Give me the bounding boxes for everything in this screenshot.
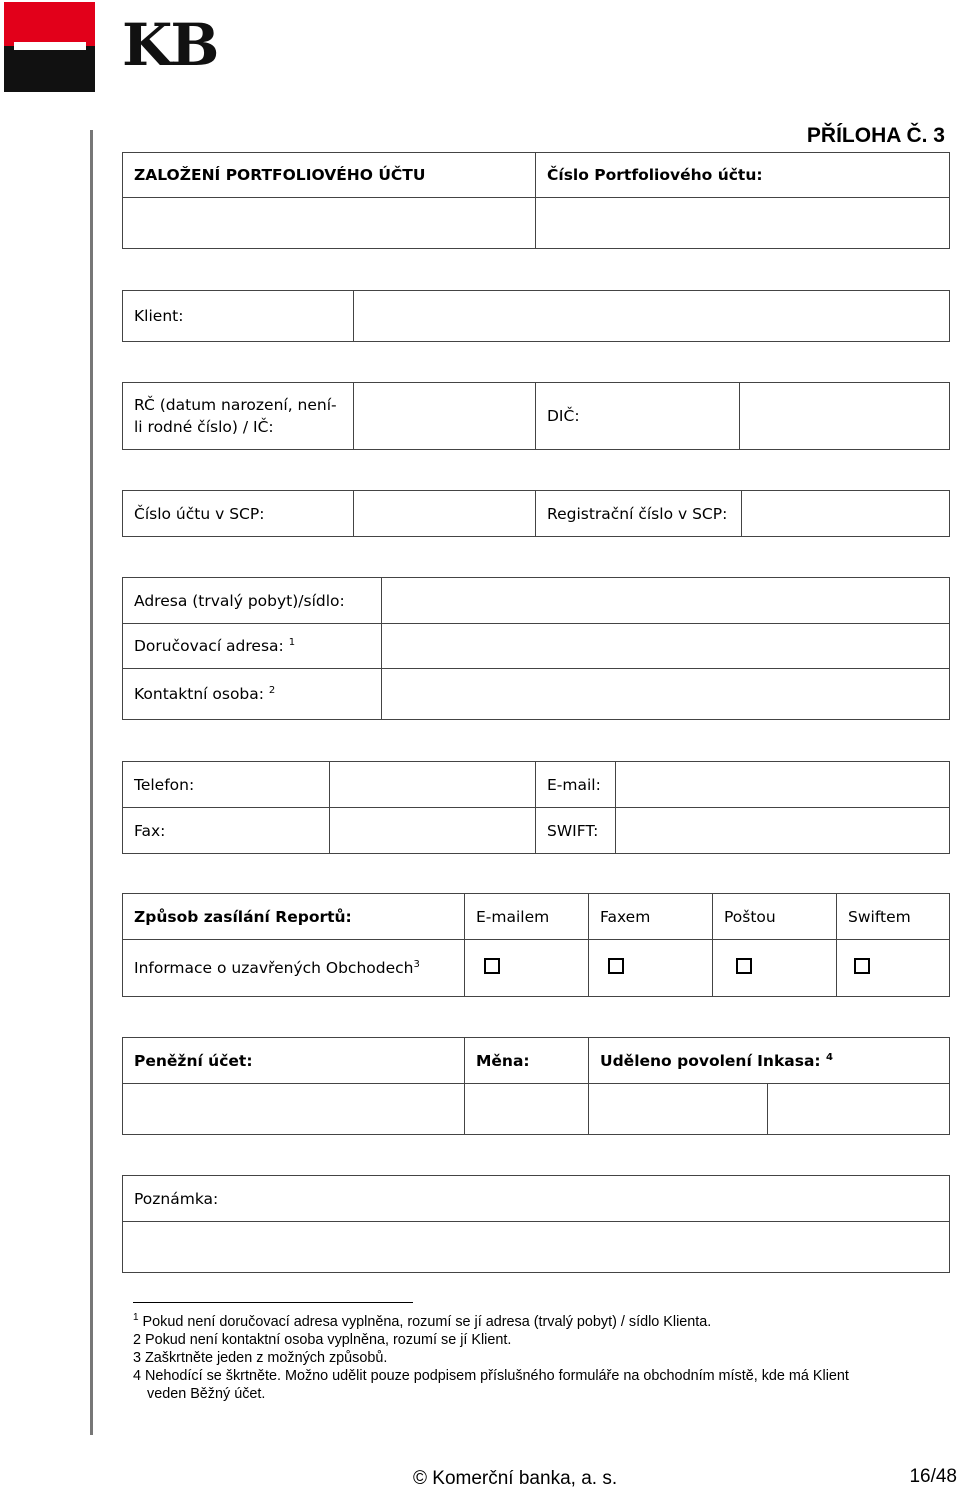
scp-account-field[interactable]: [354, 491, 536, 537]
scp-registration-field[interactable]: [742, 491, 950, 537]
phone-field[interactable]: [330, 762, 536, 808]
page-number: 16/48: [909, 1466, 957, 1487]
collection-label-text: Uděleno povolení Inkasa:: [600, 1051, 827, 1070]
report-method-post: Poštou: [713, 894, 837, 940]
email-checkbox-cell: [465, 940, 589, 997]
contact-person-label: [123, 669, 382, 720]
footnote-4-line2: veden Běžný účet.: [147, 1386, 266, 1402]
rc-label: [123, 383, 354, 450]
swift-checkbox-cell: [837, 940, 950, 997]
phone-label: Telefon:: [123, 762, 330, 808]
trades-info-label-text: Informace o uzavřených Obchodech: [134, 959, 414, 977]
footnote-1-text: Pokud není doručovací adresa vyplněna, rozumí se jí adresa (trvalý pobyt) / sídlo Klienta.: [138, 1314, 712, 1330]
email-field[interactable]: [616, 762, 950, 808]
delivery-address-label: [123, 624, 382, 669]
delivery-address-label-text: Doručovací adresa:: [134, 637, 289, 655]
kb-logo-mark: [4, 2, 95, 92]
collection-label: [589, 1038, 950, 1084]
collection-field-left[interactable]: [589, 1084, 768, 1135]
portfolio-number-label: Číslo Portfoliového účtu:: [536, 153, 950, 198]
note-field[interactable]: [123, 1222, 950, 1273]
kb-logo-text: KB: [122, 11, 218, 79]
client-field[interactable]: [354, 291, 950, 342]
rc-label-line2: li rodné číslo) / IČ:: [134, 418, 274, 436]
client-table: [122, 290, 950, 342]
currency-label: Měna:: [465, 1038, 589, 1084]
note-table: [122, 1175, 950, 1273]
note-label: Poznámka:: [123, 1176, 950, 1222]
fax-field[interactable]: [330, 808, 536, 854]
footnote-ref-1: 1: [288, 636, 296, 648]
footnote-ref-4: 4: [826, 1051, 833, 1063]
report-method-swift: Swiftem: [837, 894, 950, 940]
contact-person-label-text: Kontaktní osoba:: [134, 685, 269, 703]
footnotes: [133, 1313, 946, 1403]
address-label: Adresa (trvalý pobyt)/sídlo:: [123, 578, 382, 624]
money-account-table: [122, 1037, 950, 1135]
client-label: Klient:: [123, 291, 354, 342]
post-checkbox-cell: [713, 940, 837, 997]
portfolio-header-table: [122, 152, 950, 249]
fax-checkbox[interactable]: [608, 958, 624, 974]
swift-label: SWIFT:: [536, 808, 616, 854]
footnote-1: [133, 1313, 946, 1331]
post-checkbox[interactable]: [736, 958, 752, 974]
footnote-2: 2 Pokud není kontaktní osoba vyplněna, rozumí se jí Klient.: [133, 1332, 512, 1348]
id-table: [122, 382, 950, 450]
kb-logo-black-bar: [4, 46, 95, 92]
report-method-email: E-mailem: [465, 894, 589, 940]
scp-registration-label: Registrační číslo v SCP:: [536, 491, 742, 537]
footnote-separator: [133, 1302, 413, 1303]
left-margin-line: [90, 130, 93, 1435]
footnote-1-number: 1: [133, 1312, 139, 1324]
contact-person-field[interactable]: [382, 669, 950, 720]
rc-field[interactable]: [354, 383, 536, 450]
fax-label: Fax:: [123, 808, 330, 854]
email-checkbox[interactable]: [484, 958, 500, 974]
footnote-4-line1: 4 Nehodící se škrtněte. Možno udělit pouze podpisem příslušného formuláře na obchodním místě, kde má Klient: [133, 1368, 849, 1384]
dic-label: DIČ:: [536, 383, 740, 450]
address-table: [122, 577, 950, 720]
trades-info-label: [123, 940, 465, 997]
report-method-table: [122, 893, 950, 997]
report-method-label: Způsob zasílání Reportů:: [123, 894, 465, 940]
attachment-number: PŘÍLOHA Č. 3: [806, 124, 945, 147]
money-account-label: Peněžní účet:: [123, 1038, 465, 1084]
swift-field[interactable]: [616, 808, 950, 854]
footnote-ref-2: 2: [268, 684, 276, 696]
report-method-fax: Faxem: [589, 894, 713, 940]
swift-checkbox[interactable]: [854, 958, 870, 974]
form-title: ZALOŽENÍ PORTFOLIOVÉHO ÚČTU: [123, 153, 536, 198]
footnote-ref-3: 3: [413, 958, 420, 970]
rc-label-line1: RČ (datum narození, není-: [134, 396, 337, 414]
collection-field-right[interactable]: [768, 1084, 950, 1135]
form-title-value-field[interactable]: [123, 198, 536, 249]
footer-company: © Komerční banka, a. s.: [413, 1468, 618, 1489]
delivery-address-field[interactable]: [382, 624, 950, 669]
contact-table: [122, 761, 950, 854]
currency-field[interactable]: [465, 1084, 589, 1135]
scp-account-label: Číslo účtu v SCP:: [123, 491, 354, 537]
dic-field[interactable]: [740, 383, 950, 450]
fax-checkbox-cell: [589, 940, 713, 997]
footnote-3: 3 Zaškrtněte jeden z možných způsobů.: [133, 1350, 388, 1366]
scp-table: [122, 490, 950, 537]
address-field[interactable]: [382, 578, 950, 624]
email-label: E-mail:: [536, 762, 616, 808]
portfolio-number-field[interactable]: [536, 198, 950, 249]
money-account-field[interactable]: [123, 1084, 465, 1135]
kb-logo-white-stripe: [14, 42, 86, 50]
